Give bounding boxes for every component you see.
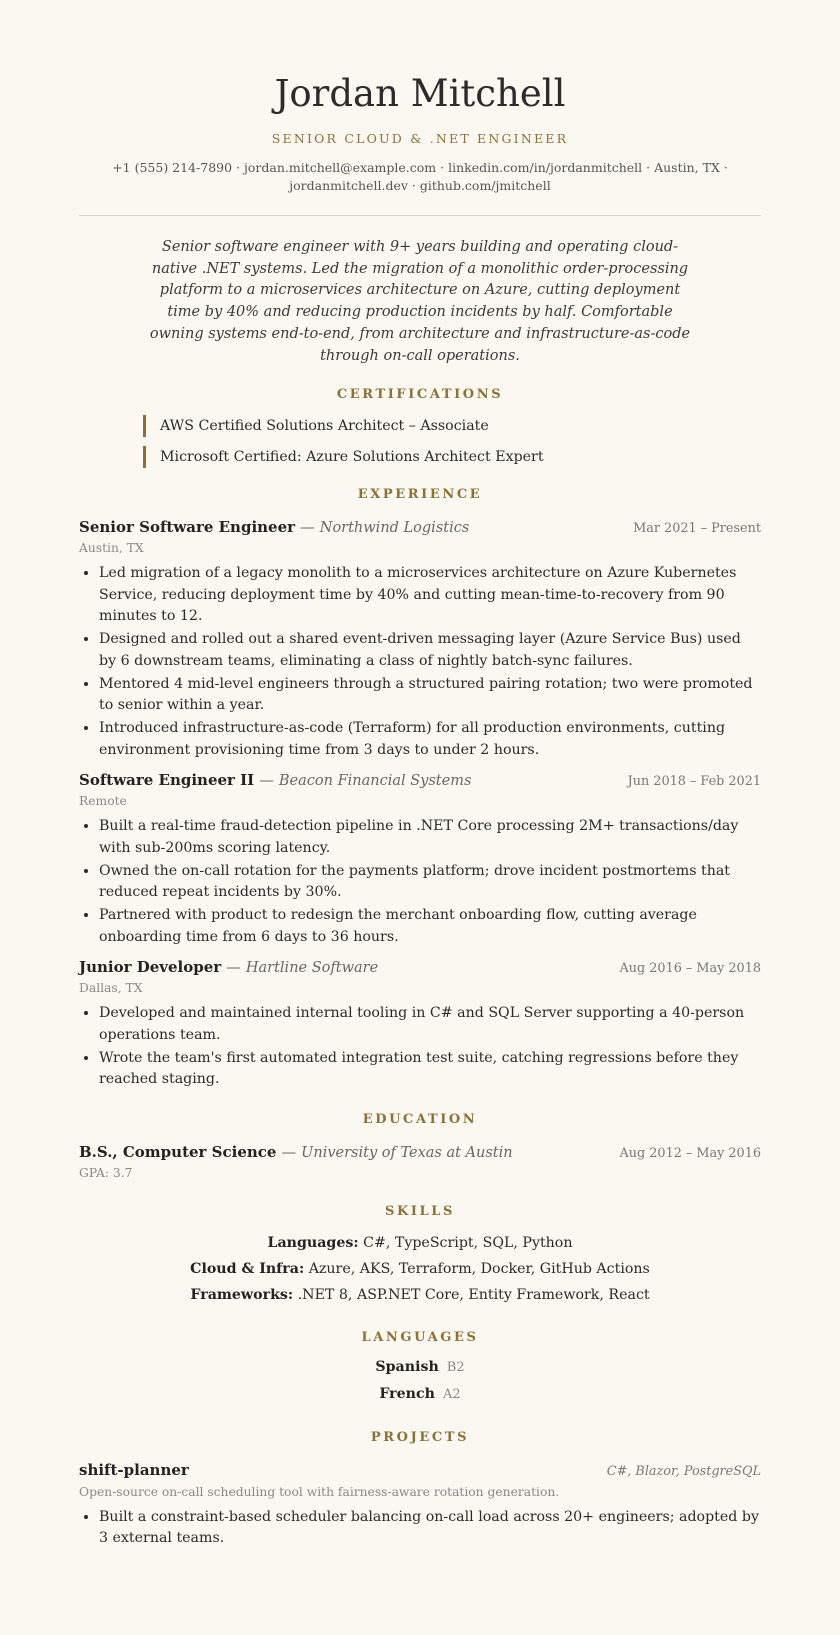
bullet-item: • Built a constraint-based scheduler balancing on-call load across 20+ engineers; adopted by 3 external teams.	[99, 1507, 761, 1550]
skill-label: Frameworks:	[190, 1286, 294, 1303]
certification-item: AWS Certified Solutions Architect – Associate	[143, 415, 761, 437]
section-title-certifications: CERTIFICATIONS	[336, 387, 504, 403]
education-dates: Aug 2012 – May 2016	[619, 1145, 761, 1161]
bullet-item: • Developed and maintained internal tooling in C# and SQL Server supporting a 40-person operations team.	[99, 1003, 761, 1046]
separator: —	[300, 520, 315, 537]
headline: SENIOR CLOUD & .NET ENGINEER	[271, 131, 569, 146]
section-title-education: EDUCATION	[362, 1111, 478, 1127]
skill-row	[79, 1282, 761, 1308]
resume-page	[79, 0, 761, 1550]
gpa: GPA: 3.7	[79, 1165, 133, 1180]
job-bullets	[79, 563, 761, 761]
job-bullets	[79, 816, 761, 948]
header-divider	[79, 215, 761, 216]
skill-value: .NET 8, ASP.NET Core, Entity Framework, React	[297, 1286, 650, 1303]
section-title-skills: SKILLS	[384, 1203, 456, 1219]
language-name: Spanish	[375, 1358, 439, 1375]
bullet-item: • Partnered with product to redesign the merchant onboarding flow, cutting average onboarding time from 6 days to 36 hours.	[99, 905, 761, 948]
education-entry	[79, 1142, 761, 1181]
summary: Senior software engineer with 9+ years building and operating cloud-native .NET systems. Led the migration of a monolithic order-processing platform to a microservices architecture on Azure, cutting deployment time by 40% and reducing production incidents by half. Comfortable owning systems end-to-end, from architecture and infrastructure-as-code through on-call operations.	[149, 239, 691, 364]
degree: B.S., Computer Science	[79, 1142, 277, 1161]
job-bullets	[79, 1003, 761, 1091]
contact-line: +1 (555) 214-7890 · jordan.mitchell@example.com · linkedin.com/in/jordanmitchell · Austin, TX · jordanmitchell.dev · github.com/jmitchell	[112, 160, 728, 193]
candidate-name: Jordan Mitchell	[274, 72, 566, 115]
experience-entry	[79, 957, 761, 1091]
bullet-item: • Wrote the team's first automated integration test suite, catching regressions before they reached staging.	[99, 1048, 761, 1091]
job-role: Senior Software Engineer	[79, 518, 296, 537]
certification-list	[143, 415, 761, 468]
language-row	[79, 1354, 761, 1381]
language-name: French	[379, 1385, 435, 1402]
project-tech: C#, Blazor, PostgreSQL	[606, 1463, 761, 1479]
job-company: Beacon Financial Systems	[278, 773, 472, 790]
language-level: A2	[442, 1386, 461, 1402]
job-location: Austin, TX	[79, 541, 144, 556]
project-entry	[79, 1460, 761, 1550]
skill-row	[79, 1230, 761, 1256]
bullet-item: • Owned the on-call rotation for the payments platform; drove incident postmortems that reduced repeat incidents by 30%.	[99, 861, 761, 904]
job-dates: Jun 2018 – Feb 2021	[627, 774, 761, 790]
job-location: Remote	[79, 794, 127, 809]
skill-value: Azure, AKS, Terraform, Docker, GitHub Actions	[308, 1260, 650, 1277]
job-company: Northwind Logistics	[319, 520, 470, 537]
certification-item: Microsoft Certified: Azure Solutions Architect Expert	[143, 446, 761, 468]
bullet-item: • Introduced infrastructure-as-code (Terraform) for all production environments, cutting environment provisioning time from 3 days to under 2 hours.	[99, 718, 761, 761]
separator: —	[226, 960, 241, 977]
project-bullets	[79, 1507, 761, 1550]
job-dates: Aug 2016 – May 2018	[619, 961, 761, 977]
bullet-item: • Led migration of a legacy monolith to a microservices architecture on Azure Kubernetes Service, reducing deployment time by 40% and cutting mean-time-to-recovery from 90 minutes to 12.	[99, 563, 761, 628]
section-title-languages: LANGUAGES	[361, 1329, 479, 1345]
language-level: B2	[446, 1359, 465, 1375]
job-company: Hartline Software	[245, 960, 379, 977]
job-role: Software Engineer II	[79, 771, 255, 790]
skill-value: C#, TypeScript, SQL, Python	[363, 1234, 573, 1251]
section-title-experience: EXPERIENCE	[357, 487, 483, 503]
bullet-item: • Mentored 4 mid-level engineers through a structured pairing rotation; two were promoted to senior within a year.	[99, 674, 761, 717]
skill-label: Cloud & Infra:	[190, 1260, 305, 1277]
section-title-projects: PROJECTS	[370, 1429, 470, 1445]
skills-list	[79, 1230, 761, 1308]
school: University of Texas at Austin	[301, 1144, 513, 1161]
project-description: Open-source on-call scheduling tool with fairness-aware rotation generation.	[79, 1484, 560, 1499]
experience-entry	[79, 517, 761, 761]
languages-list	[79, 1354, 761, 1408]
job-dates: Mar 2021 – Present	[633, 521, 761, 537]
bullet-item: • Designed and rolled out a shared event-driven messaging layer (Azure Service Bus) used by 6 downstream teams, eliminating a class of nightly batch-sync failures.	[99, 629, 761, 672]
separator: —	[259, 773, 274, 790]
experience-entry	[79, 770, 761, 948]
job-location: Dallas, TX	[79, 981, 143, 996]
language-row	[79, 1381, 761, 1408]
skill-row	[79, 1256, 761, 1282]
project-name: shift-planner	[79, 1460, 189, 1479]
skill-label: Languages:	[267, 1234, 359, 1251]
bullet-item: • Built a real-time fraud-detection pipeline in .NET Core processing 2M+ transactions/day with sub-200ms scoring latency.	[99, 816, 761, 859]
separator: —	[281, 1144, 297, 1161]
job-role: Junior Developer	[79, 958, 222, 977]
